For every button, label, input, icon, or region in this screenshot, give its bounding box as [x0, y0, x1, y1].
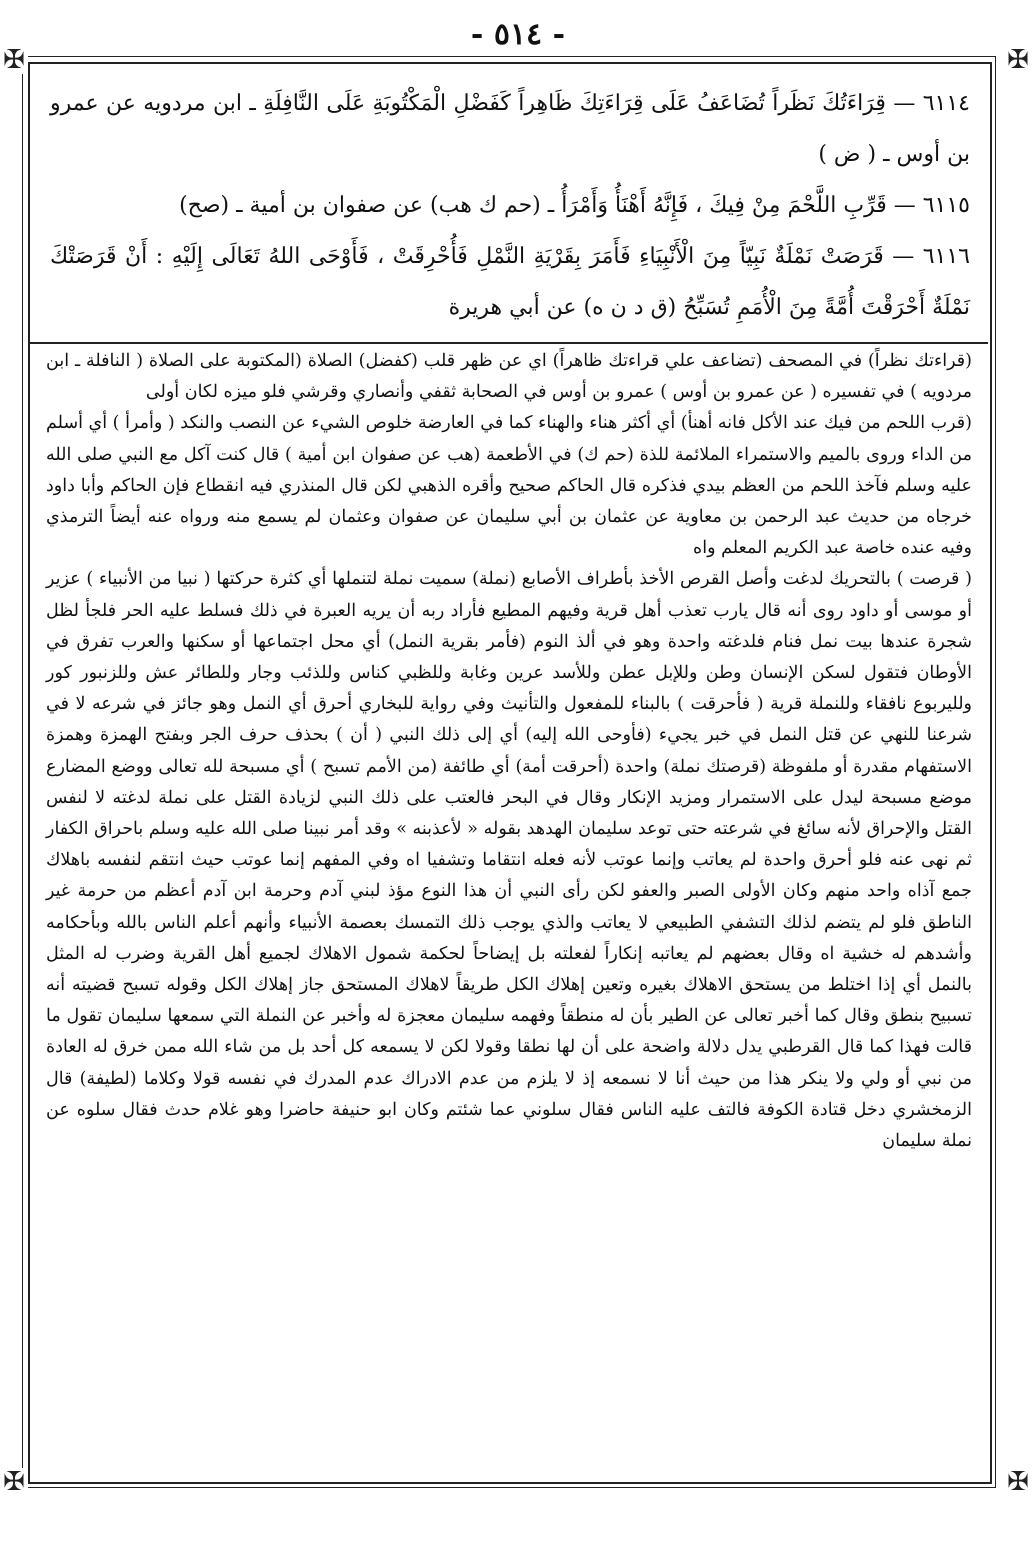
hadith-entry: ٦١١٦ — قَرَصَتْ نَمْلَةٌ نَبِيّاً مِنَ الْأَنْبِيَاءِ فَأَمَرَ بِقَرْيَةِ النَّمْلِ فَأُحْرِقَتْ ، فَأَوْحَى اللهُ تَعَالَى إِلَيْهِ : أَنْ قَرَصَتْكَ نَمْلَةٌ أَحْرَقْتَ أُمَّةً مِنَ الْأُمَمِ تُسَبِّحُ (ق د ن ه) عن أبي هريرة — [50, 244, 970, 320]
corner-ornament-icon: ✠ — [0, 46, 28, 74]
commentary-paragraph: (قراءتك نظراً) في المصحف (تضاعف علي قراءتك ظاهراً) اي عن ظهر قلب (كفضل) الصلاة (المكتوبة على الصلاة ( النافلة ـ ابن مردويه ) في تفسيره ( عن عمرو بن أوس ) عمرو بن أوس في الصحابة ثقفي وأنصاري وقرشي فلو ميزه لكان أولى — [46, 351, 972, 403]
corner-ornament-icon: ✠ — [0, 1468, 28, 1496]
corner-ornament-icon: ✠ — [1004, 1468, 1032, 1496]
hadith-entry: ٦١١٥ — قَرِّبِ اللَّحْمَ مِنْ فِيكَ ، فَإِنَّهُ أَهْنَأُ وَأَمْرَأُ ـ (حم ك هب) عن صفوان بن أمية ـ (صح) — [179, 193, 970, 218]
section-divider — [30, 342, 988, 344]
hadith-entry: ٦١١٤ — قِرَاءَتُكَ نَظَراً تُضَاعَفُ عَلَى قِرَاءَتِكَ ظَاهِراً كَفَضْلِ الْمَكْتُوبَةِ عَلَى النَّافِلَةِ ـ ابن مردويه عن عمرو بن أوس ـ ( ض ) — [50, 91, 970, 167]
hadith-text — [50, 78, 970, 333]
page-number: - ٥١٤ - — [470, 17, 566, 52]
corner-ornament-icon: ✠ — [1004, 46, 1032, 74]
commentary-paragraph: (قرب اللحم من فيك عند الأكل فانه أهنأ) أي أكثر هناء والهناء كما في العارضة خلوص الشيء عن النصب والنكد ( وأمرأ ) أي أسلم من الداء وروى بالميم والاستمراء الملائمة للذة (حم ك) في الأطعمة (هب عن صفوان ابن أمية ) قال كنت آكل مع النبي صلى الله عليه وسلم فآخذ اللحم من العظم بيدي فذكره قال الحاكم صحيح وأقره الذهبي لكن قال المنذري فيه انقطاع فإن الحاكم وأبا داود خرجاه من حديث عبد الرحمن بن معاوية عن عثمان بن أبي سليمان عن صفوان وعثمان لم يسمع منه ورواه عنه أيضاً الترمذي وفيه عنده خاصة عبد الكريم المعلم واه — [46, 413, 972, 559]
commentary-paragraph: ( قرصت ) بالتحريك لدغت وأصل القرص الأخذ بأطراف الأصابع (نملة) سميت نملة لتنملها أي كثرة حركتها ( نبيا من الأنبياء ) عزير أو موسى أو داود روى أنه قال يارب تعذب أهل قرية وفيهم المطيع فأراد ربه أن يريه العبرة في ذلك فسلط عليه الحر فلجأ لظل شجرة عندها بيت نمل فنام فلدغته واحدة وهو في ألذ النوم (فأمر بقرية النمل) أي محل اجتماعها أو سكنها والعرب تفرق في الأوطان فتقول لسكن الإنسان وطن وللإبل عطن وللأسد عرين وغابة وللظبي كناس وللذئب وجار وللطائر عش وللزنبور كور ولليربوع نافقاء وللنملة قرية ( فأحرقت ) بالبناء للمفعول والتأنيث وفي رواية للبخاري أحرق أي النمل وهو جائز في شرعه لا في شرعنا للنهي عن قتل النمل في خبر يجيء (فأوحى الله إليه) أي إلى ذلك النبي ( أن ) بحذف حرف الجر وبفتح الهمزة وهمزة الاستفهام مقدرة أو ملفوظة (قرصتك نملة) واحدة (أحرقت أمة) أي طائفة (من الأمم تسبح ) أي مسبحة لله تعالى ووضع المضارع موضع مسبحة ليدل على الاستمرار ومزيد الإنكار وقال في البحر فالعتب على ذلك النبي لزيادة القتل على نملة لدغته لا لنفس القتل والإحراق لأنه سائغ في شرعته حتى توعد سليمان الهدهد بقوله « لأعذبنه » وقد أمر نبينا صلى الله عليه وسلم باحراق الكفار ثم نهى عنه فلو أحرق واحدة لم يعاتب وإنما عوتب لأنه فعله انتقاما وتشفيا اه وفي المفهم إنما عوتب حيث انتقم لنفسه باهلاك جمع آذاه واحد منهم وكان الأولى الصبر والعفو لكن رأى النبي أن هذا النوع مؤذ لبني آدم وحرمة ابن آدم أعظم من حرمة غير الناطق فلو لم يتضم لذلك التشفي الطبيعي لا يعاتب والذي يوجب ذلك التمسك بعصمة الأنبياء وأنهم أعلم الناس بالله وبأحكامه وأشدهم له خشية اه وقال بعضهم لم يعاتبه إنكاراً لفعلته بل إيضاحاً لحكمة شمول الاهلاك لجميع أهل القرية وضرب له المثل بالنمل أي إذا اختلط من يستحق الاهلاك بغيره وتعين إهلاك الكل طريقاً لاهلاك المستحق جاز إهلاك الكل وقوله تسبح قضيته أنه تسبيح بنطق وقال كما أخبر تعالى عن الطير بأن له منطقاً وفهمه سليمان معجزة له وأخبر عن النملة التي سمعها سليمان تقول ما قالت فهذا كما قال القرطبي يدل دلالة واضحة على أن لها نطقا وقولا لكن لا يسمعه كل أحد بل من شاء الله ممن خرق له العادة من نبي أو ولي ولا ينكر هذا من حيث أنا لا نسمعه إذ لا يلزم من عدم الادراك عدم المدرك في نفسه قولا وكلاما (لطيفة) قال الزمخشري دخل قتادة الكوفة فالتف عليه الناس فقال سلوني عما شئتم وكان ابو حنيفة حاضرا وهو غلام حدث فقال سلوه عن نملة سليمان — [46, 569, 972, 1152]
commentary-text — [46, 346, 972, 1157]
